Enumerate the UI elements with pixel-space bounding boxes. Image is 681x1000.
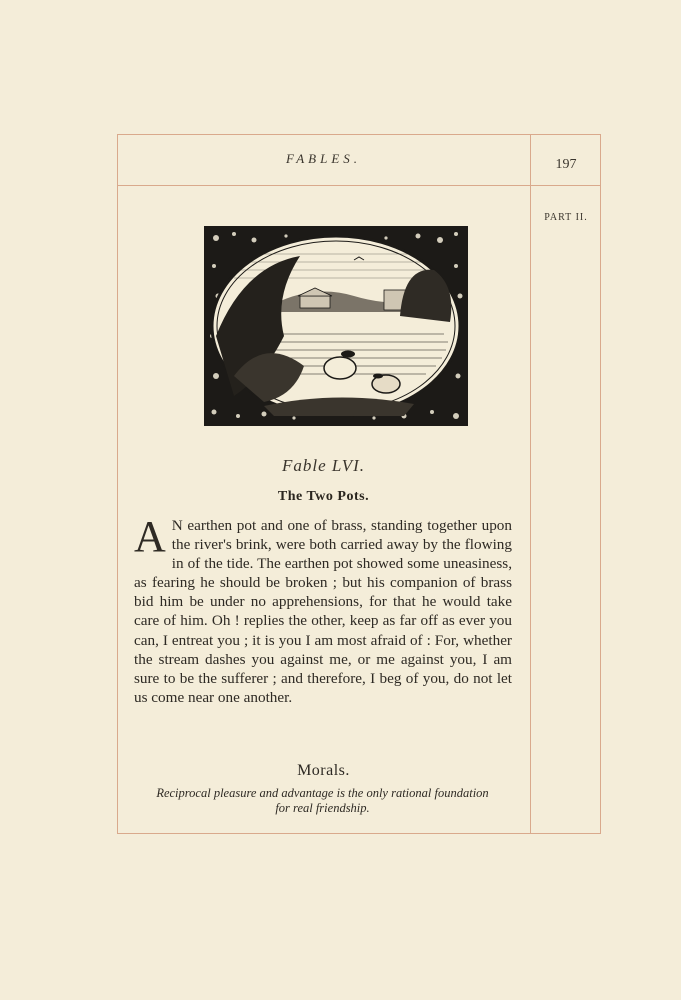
header-rule	[117, 185, 530, 186]
running-head: FABLES.	[285, 151, 362, 166]
fable-title: The Two Pots.	[277, 489, 370, 504]
part-label: PART II.	[544, 212, 588, 223]
fable-text: N earthen pot and one of brass, standing together upon the river's brink, were both carried away by the flowing in of the tide. The earthen pot showed some uneasiness, as fearing he should be broken ; but his companion of brass bid him be under no apprehensions, for that he would take care of him. Oh ! replies the other, keep as far off as ever you can, I entreat you ; it is you I am most afraid of : For, whether the stream dashes you against me, or me against you, I am sure to be the sufferer ; and therefore, I beg of you, do not let us come near one another.	[134, 517, 512, 706]
morals-heading: Morals.	[297, 762, 350, 779]
river-landscape-engraving	[204, 226, 468, 426]
page-number: 197	[555, 157, 577, 172]
fable-number: Fable LVI.	[281, 456, 366, 475]
moral-text: Reciprocal pleasure and advantage is the only rational foundation for real friendship.	[156, 786, 489, 815]
margin-header-rule	[530, 185, 601, 186]
fable-body	[134, 512, 512, 707]
drop-cap: A	[134, 512, 166, 561]
margin-column-rule	[530, 134, 531, 834]
